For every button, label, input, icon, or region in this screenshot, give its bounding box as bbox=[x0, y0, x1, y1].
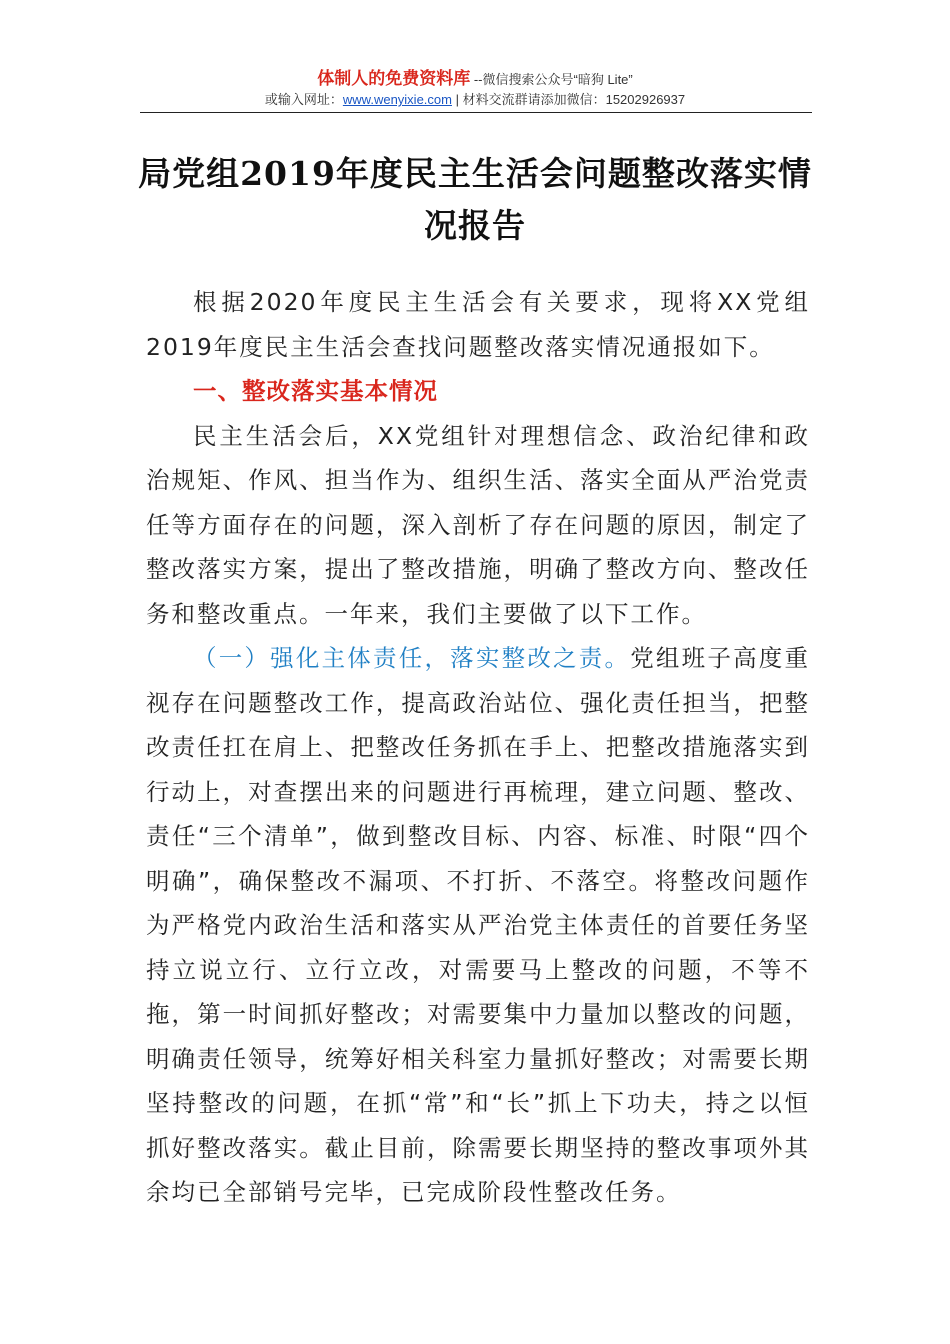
header-brand: 体制人的免费资料库 bbox=[317, 69, 471, 88]
header-divider bbox=[140, 112, 812, 113]
section1-paragraph: 民主生活会后，XX党组针对理想信念、政治纪律和政治规矩、作风、担当作为、组织生活、落实全面从严治党责任等方面存在的问题，深入剖析了存在问题的原因，制定了整改落实方案，提出了整改措施，明确了整改方向、整改任务和整改重点。一年来，我们主要做了以下工作。 bbox=[146, 421, 810, 628]
subsection1-paragraph bbox=[146, 636, 810, 1215]
subsection1-heading: （一）强化主体责任，落实整改之责。 bbox=[193, 644, 631, 672]
header-contact-line bbox=[0, 90, 950, 110]
intro-paragraph: 根据2020年度民主生活会有关要求，现将XX党组2019年度民主生活会查找问题整改落实情况通报如下。 bbox=[146, 288, 810, 361]
document-body bbox=[146, 280, 810, 1215]
section1-heading: 一、整改落实基本情况 bbox=[193, 377, 438, 405]
header-url-link[interactable]: www.wenyixie.com bbox=[342, 92, 452, 107]
subsection1-body: 党组班子高度重视存在问题整改工作，提高政治站位、强化责任担当，把整改责任扛在肩上、把整改任务抓在手上、把整改措施落实到行动上，对查摆出来的问题进行再梳理，建立问题、整改、责任“三个清单”，做到整改目标、内容、标准、时限“四个明确”，确保整改不漏项、不打折、不落空。将整改问题作为严格党内政治生活和落实从严治党主体责任的首要任务坚持立说立行、立行立改，对需要马上整改的问题，不等不拖，第一时间抓好整改；对需要集中力量加以整改的问题，明确责任领导，统筹好相关科室力量抓好整改；对需要长期坚持整改的问题，在抓“常”和“长”抓上下功夫，持之以恒抓好整改落实。截止目前，除需要长期坚持的整改事项外其余均已全部销号完毕，已完成阶段性整改任务。 bbox=[146, 644, 811, 1206]
header-contact: | 材料交流群请添加微信：15202926937 bbox=[451, 92, 686, 107]
header-subtitle: --微信搜索公众号“暗狗 Lite” bbox=[470, 72, 633, 87]
document-title: 局党组2019年度民主生活会问题整改落实情况报告 bbox=[138, 154, 812, 245]
header-url-prefix: 或输入网址： bbox=[264, 92, 343, 107]
header-brand-line bbox=[0, 68, 950, 91]
